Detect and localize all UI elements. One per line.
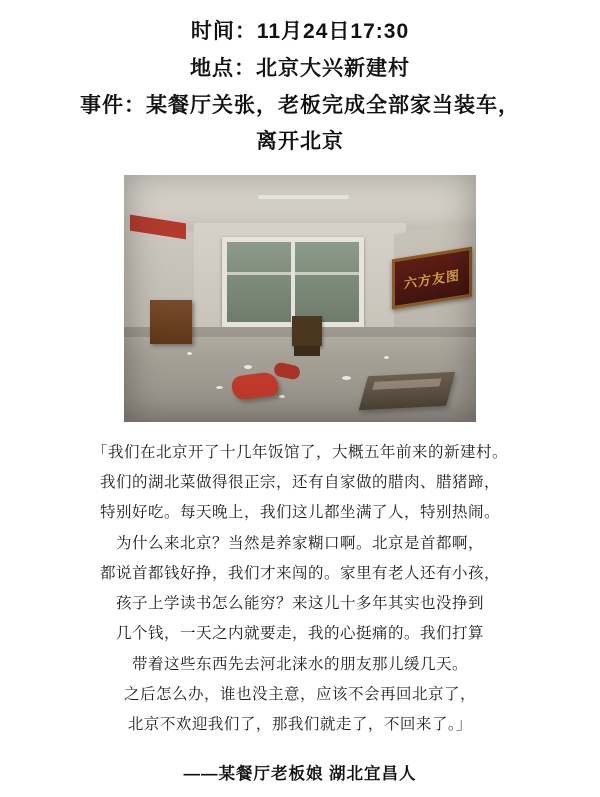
quote-line: 「我们在北京开了十几年饭馆了，大概五年前来的新建村。 [91,444,508,461]
headline-line-event: 事件：某餐厅关张，老板完成全部家当装车， [80,93,520,117]
quote-line: 特别好吃。每天晚上，我们这儿都坐满了人，特别热闹。 [99,504,500,522]
photo-window [222,237,364,327]
photo-debris [216,386,223,389]
photo-debris [187,352,192,355]
photo-debris [244,365,252,369]
photo-ceiling [124,175,476,229]
quote-line: 带着这些东西先去河北涞水的朋友那儿缓几天。 [131,655,468,673]
headline-block [30,14,570,161]
quote-line: 几个钱，一天之内就要走，我的心挺痛的。我们打算 [115,625,484,643]
headline-line-time: 时间：11月24日17:30 [190,20,410,43]
quote-line: 我们的湖北菜做得很正宗，还有自家做的腊肉、腊猪蹄， [99,474,500,492]
photo-stool [292,316,322,346]
headline-line-event-cont: 离开北京 [256,130,344,154]
photo-debris [342,376,351,380]
quote-line: 为什么来北京？当然是养家糊口啊。北京是首都啊， [115,534,484,552]
photo-floor-mat [359,372,456,410]
photo-room [124,175,476,422]
photo-canvas [124,175,476,422]
photo-debris [384,356,389,359]
photo-debris [279,395,285,398]
quote-block [30,438,570,740]
quote-line: 孩子上学读书怎么能穷？来这儿十多年其实也没挣到 [115,595,484,613]
attribution: ——某餐厅老板娘 湖北宜昌人 [183,765,417,784]
photo-wooden-cabinet [150,300,192,344]
quote-line: 都说首都钱好挣，我们才来闯的。家里有老人还有小孩， [99,564,500,582]
quote-line: 之后怎么办，谁也没主意，应该不会再回北京了， [123,685,476,703]
plaque-text: 六方友图 [403,267,460,291]
quote-line: 北京不欢迎我们了，那我们就走了，不回来了。」 [127,715,473,733]
headline-line-place: 地点：北京大兴新建村 [190,56,410,80]
